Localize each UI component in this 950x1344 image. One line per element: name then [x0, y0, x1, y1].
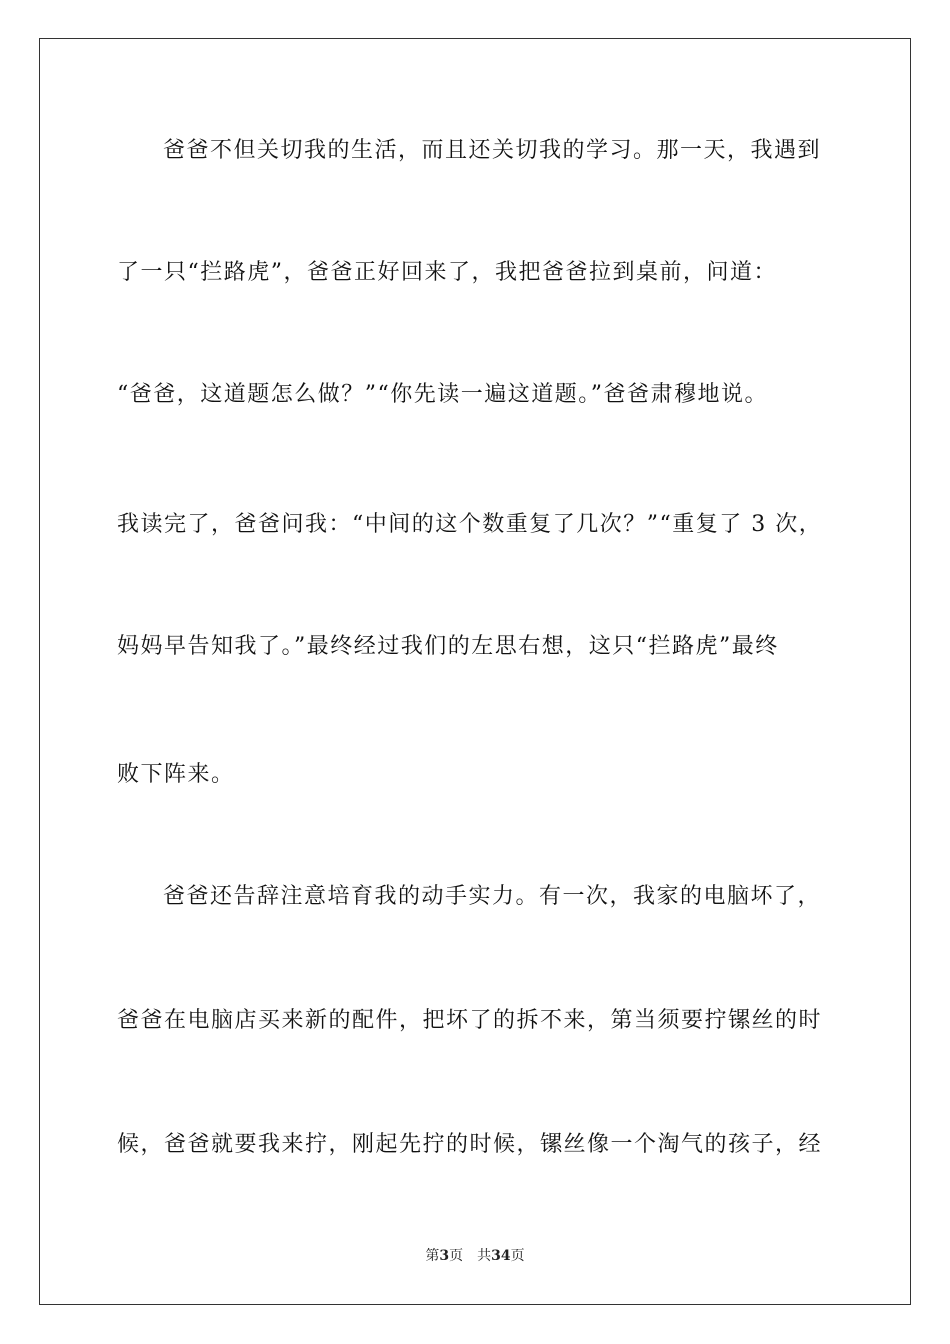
paragraph-line: 败下阵来。: [117, 762, 235, 787]
paragraph-line: 了一只“拦路虎”，爸爸正好回来了，我把爸爸拉到桌前，问道：: [117, 260, 777, 285]
page-prefix: 第: [425, 1248, 440, 1264]
page-footer: [0, 1246, 950, 1266]
total-prefix: 共: [477, 1248, 492, 1264]
total-pages: 34: [491, 1248, 511, 1264]
paragraph-line: 爸爸还告辞注意培育我的动手实力。有一次，我家的电脑坏了，: [163, 884, 822, 909]
page-frame: [39, 38, 911, 1305]
total-suffix: 页: [510, 1248, 525, 1264]
paragraph-line: 妈妈早告知我了。”最终经过我们的左思右想，这只“拦路虎”最终: [117, 634, 779, 659]
paragraph-line: 候，爸爸就要我来拧，刚起先拧的时候，镙丝像一个淘气的孩子，经: [117, 1132, 823, 1157]
paragraph-line: 爸爸在电脑店买来新的配件，把坏了的拆不来，第当须要拧镙丝的时: [117, 1008, 823, 1033]
page-number: 3: [439, 1248, 450, 1264]
page-suffix: 页: [449, 1248, 464, 1264]
paragraph-line: 爸爸不但关切我的生活，而且还关切我的学习。那一天，我遇到: [163, 138, 822, 163]
paragraph-line: 我读完了，爸爸问我：“中间的这个数重复了几次？”“重复了 3 次，: [117, 512, 823, 537]
paragraph-line: “爸爸，这道题怎么做？”“你先读一遍这道题。”爸爸肃穆地说。: [117, 382, 768, 407]
